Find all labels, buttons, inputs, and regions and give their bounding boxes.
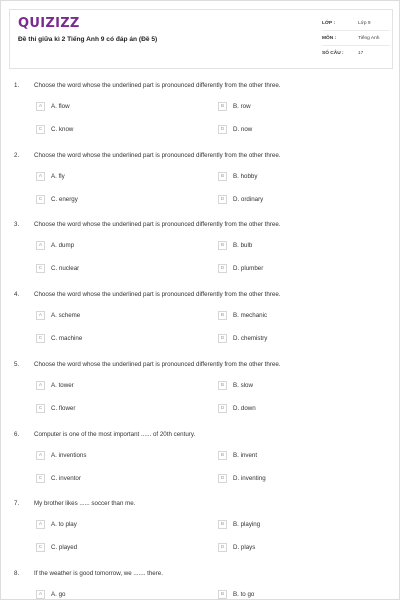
option-letter-box: B [218,172,227,181]
option-letter-box: D [218,474,227,483]
option-c[interactable] [36,542,77,552]
option-text: C. know [51,125,74,133]
option-text: D. plumber [233,264,264,272]
meta-row-count [322,46,390,61]
question-text: My brother likes ...... soccer than me. [34,500,136,507]
meta-value: Lớp 9 [358,20,371,26]
option-a[interactable] [36,310,80,320]
option-letter-box: D [218,195,227,204]
option-d[interactable] [218,473,266,483]
option-letter-box: D [218,543,227,552]
meta-key: MÔN : [322,35,337,41]
option-letter-box: A [36,172,45,181]
option-b[interactable] [218,171,257,181]
question-text: Choose the word whose the underlined part is pronounced differently from the other three. [34,361,281,368]
option-letter-box: D [218,125,227,134]
option-letter-box: C [36,474,45,483]
meta-key: LỚP : [322,20,336,26]
question-number: 6. [14,431,20,438]
option-a[interactable] [36,240,74,250]
option-text: B. slow [233,381,253,389]
option-letter-box: D [218,264,227,273]
option-b[interactable] [218,380,253,390]
option-letter-box: B [218,520,227,529]
option-letter-box: C [36,404,45,413]
option-d[interactable] [218,263,263,273]
option-text: A. go [51,590,66,598]
option-c[interactable] [36,124,73,134]
option-c[interactable] [36,473,81,483]
option-letter-box: C [36,195,45,204]
worksheet-title: Đề thi giữa kì 2 Tiếng Anh 9 có đáp án (Đề 5) [18,36,158,43]
question-number: 1. [14,82,20,89]
question-3 [1,221,400,291]
option-c[interactable] [36,263,79,273]
meta-value: Tiếng Anh [358,35,380,41]
option-text: A. to play [51,520,77,528]
question-1 [1,82,400,152]
option-text: D. inventing [233,474,266,482]
option-letter-box: D [218,334,227,343]
option-b[interactable] [218,240,252,250]
option-d[interactable] [218,542,255,552]
option-text: D. ordinary [233,195,264,203]
option-letter-box: B [218,451,227,460]
option-a[interactable] [36,589,65,599]
option-letter-box: A [36,311,45,320]
option-a[interactable] [36,380,74,390]
option-text: A. flow [51,102,70,110]
option-text: C. energy [51,195,78,203]
question-text: Choose the word whose the underlined part is pronounced differently from the other three. [34,291,281,298]
option-letter-box: C [36,125,45,134]
question-text: Choose the word whose the underlined part is pronounced differently from the other three. [34,82,281,89]
option-text: B. hobby [233,172,258,180]
option-b[interactable] [218,519,260,529]
question-number: 4. [14,291,20,298]
option-d[interactable] [218,333,267,343]
meta-value: 17 [358,51,364,56]
option-letter-box: A [36,241,45,250]
question-7 [1,500,400,570]
option-c[interactable] [36,403,75,413]
option-letter-box: B [218,381,227,390]
option-text: A. tower [51,381,74,389]
meta-table [322,16,390,61]
meta-row-grade [322,16,390,31]
option-text: B. bulb [233,241,253,249]
option-letter-box: D [218,404,227,413]
option-letter-box: A [36,520,45,529]
option-text: C. machine [51,334,83,342]
question-number: 7. [14,500,20,507]
option-letter-box: C [36,264,45,273]
option-d[interactable] [218,194,263,204]
option-a[interactable] [36,450,86,460]
option-letter-box: A [36,451,45,460]
option-text: C. inventor [51,474,81,482]
option-letter-box: A [36,590,45,599]
meta-row-subject [322,31,390,46]
option-text: A. dump [51,241,75,249]
option-letter-box: B [218,311,227,320]
question-text: Computer is one of the most important ...... of 20th century. [34,431,196,438]
question-6 [1,431,400,501]
option-b[interactable] [218,450,257,460]
option-letter-box: C [36,543,45,552]
option-text: C. flower [51,404,76,412]
meta-key: SỐ CÂU : [322,51,344,56]
option-b[interactable] [218,589,254,599]
option-c[interactable] [36,194,78,204]
option-b[interactable] [218,101,251,111]
option-text: B. playing [233,520,261,528]
question-text: Choose the word whose the underlined part is pronounced differently from the other three. [34,221,281,228]
option-text: A. inventions [51,451,87,459]
question-2 [1,152,400,222]
option-letter-box: A [36,102,45,111]
worksheet-header [9,9,393,69]
option-a[interactable] [36,171,65,181]
question-number: 8. [14,570,20,577]
option-text: C. nuclear [51,264,80,272]
option-text: C. played [51,543,78,551]
option-text: A. fly [51,172,65,180]
question-text: Choose the word whose the underlined part is pronounced differently from the other three. [34,152,281,159]
option-text: B. mechanic [233,311,268,319]
option-letter-box: C [36,334,45,343]
question-number: 3. [14,221,20,228]
option-d[interactable] [218,403,256,413]
option-text: A. scheme [51,311,81,319]
option-c[interactable] [36,333,82,343]
quizizz-logo: QUIZIZZ [18,16,80,31]
option-a[interactable] [36,519,77,529]
option-text: D. plays [233,543,256,551]
question-8 [1,570,400,600]
question-5 [1,361,400,431]
question-number: 5. [14,361,20,368]
question-number: 2. [14,152,20,159]
option-text: B. invent [233,451,258,459]
question-4 [1,291,400,361]
option-letter-box: B [218,590,227,599]
option-text: D. down [233,404,256,412]
option-b[interactable] [218,310,267,320]
option-text: D. chemistry [233,334,268,342]
option-letter-box: B [218,102,227,111]
option-text: B. row [233,102,251,110]
option-a[interactable] [36,101,70,111]
option-letter-box: A [36,381,45,390]
option-letter-box: B [218,241,227,250]
option-text: B. to go [233,590,255,598]
option-text: D. now [233,125,253,133]
option-d[interactable] [218,124,252,134]
question-text: If the weather is good tomorrow, we ....... there. [34,570,163,577]
